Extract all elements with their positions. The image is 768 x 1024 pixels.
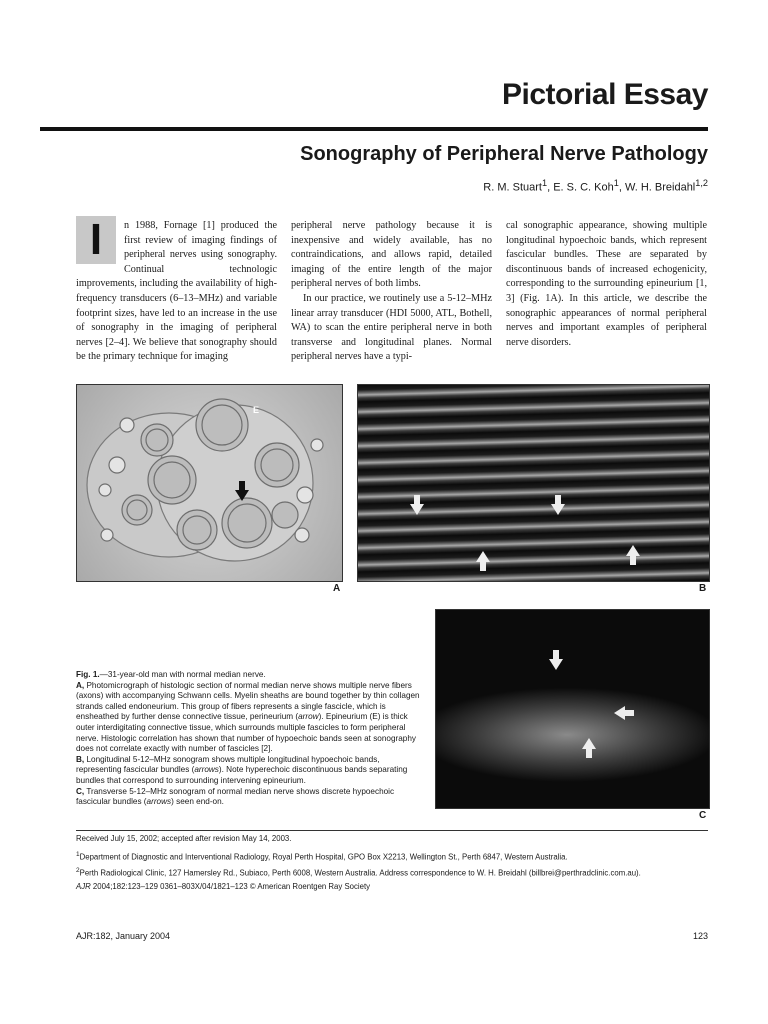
article-title: Sonography of Peripheral Nerve Pathology: [300, 143, 708, 165]
caption-italic: arrow: [298, 712, 319, 722]
received-date: Received July 15, 2002; accepted after revision May 14, 2003.: [76, 834, 292, 843]
arrow-down-icon: [410, 495, 424, 515]
affiliation-1-text: Department of Diagnostic and Interventional Radiology, Royal Perth Hospital, GPO Box X2213, Wellington St., Perth 6847, Western Australia.: [79, 852, 568, 862]
epineurium-marker: E: [253, 405, 260, 415]
figure-b-longitudinal-sonogram: [357, 384, 710, 582]
author-affiliation: 1: [613, 178, 619, 188]
caption-key-c: C,: [76, 786, 85, 796]
caption-text-a2: ). Epineurium (E) is thick outer interdigitating connective tissue, which surrounds multiple fascicles to form peripheral nerve. Histologic correlation has shown that number of hypoechoic bands seen at sonography does not correlate exactly with number of fascicles [2].: [76, 712, 416, 754]
body-column-1: [76, 215, 277, 365]
footnote-marker: 1: [76, 851, 80, 858]
page-number: 123: [692, 931, 708, 941]
author-list: [483, 178, 708, 194]
panel-label-b: B: [699, 583, 707, 594]
caption-text-a: Photomicrograph of histologic section of normal median nerve shows multiple nerve fibers (axons) with accompanying Schwann cells. Myelin sheaths are bound together by thin collagen strands called endoneurium. This group of fibers represents a single fascicle, which is ensheathed by further dense connective tissue, perineurium (: [76, 680, 420, 722]
caption-heading-rest: —31-year-old man with normal median nerve.: [99, 670, 266, 679]
body-column-2: [291, 219, 492, 365]
arrow-down-icon: [549, 650, 563, 670]
arrow-up-icon: [582, 738, 596, 758]
body-column-3: [506, 219, 707, 350]
intro-paragraph: [76, 215, 277, 365]
author-name: W. H. Breidahl: [624, 181, 696, 194]
arrow-down-icon: [551, 495, 565, 515]
caption-text-b: Longitudinal 5-12–MHz sonogram shows multiple longitudinal hypoechoic bands, representing fascicular bundles (: [76, 754, 380, 775]
affiliation-2: [76, 866, 708, 879]
caption-key-a: A,: [76, 680, 85, 690]
caption-heading: Fig. 1.: [76, 670, 100, 679]
caption-text-c2: ) seen end-on.: [171, 797, 224, 807]
author-affiliation: 1: [541, 178, 548, 188]
caption-italic: arrows: [146, 797, 172, 807]
author-affiliation: 1,2: [695, 178, 708, 188]
drop-cap: I: [76, 216, 116, 264]
body-paragraph: cal sonographic appearance, showing multiple longitudinal hypoechoic bands, which represent fascicular bundles. These are separated by discontinuous bands of increased echogenicity, corresponding to the surrounding epineurium [1, 3] (Fig. 1A). In this article, we describe the sonographic appearances of normal peripheral nerves and important examples of peripheral nerve disorders.: [506, 220, 707, 348]
citation-line: [76, 882, 708, 892]
panel-label-c: C: [699, 810, 707, 821]
footnote-marker: 2: [76, 867, 80, 874]
citation-text: 2004;182:123–129 0361–803X/04/1821–123 © American Roentgen Ray Society: [90, 882, 371, 891]
arrow-icon: [235, 481, 249, 501]
arrow-left-icon: [614, 706, 634, 720]
footnote-rule: [76, 830, 708, 831]
caption-key-b: B,: [76, 754, 85, 764]
histology-section-image: [77, 385, 342, 581]
affiliation-2-text: Perth Radiological Clinic, 127 Hamersley Rd., Subiaco, Perth 6008, Western Australia. Address correspondence to W. H. Breidahl (billbrei@perthradclinic.com.au).: [79, 868, 641, 878]
affiliation-1: [76, 850, 708, 863]
caption-text-b2: ). Note hyperechoic discontinuous bands separating bundles that correspond to surrounding intervening epineurium.: [76, 765, 408, 785]
body-paragraph: peripheral nerve pathology because it is inexpensive and widely available, has no contraindications, and allows rapid, detailed imaging of the entire length of the major peripheral nerves of both limbs.: [291, 220, 492, 290]
arrow-up-icon: [476, 551, 490, 571]
arrow-up-icon: [626, 545, 640, 565]
header-rule: [40, 127, 708, 131]
panel-label-a: A: [333, 583, 341, 594]
journal-issue: AJR:182, January 2004: [76, 931, 171, 941]
author-separator: ,: [618, 181, 625, 194]
figure-c-transverse-sonogram: [435, 609, 710, 809]
author-name: R. M. Stuart: [483, 181, 542, 194]
body-paragraph: In our practice, we routinely use a 5-12–MHz linear array transducer (HDI 5000, ATL, Bothell, WA) to scan the entire peripheral nerve in both transverse and longitudinal planes. Normal peripheral nerves have a typi-: [291, 292, 492, 363]
figure-caption: [76, 670, 422, 808]
caption-italic: arrows: [194, 765, 219, 775]
citation-journal: AJR: [76, 882, 91, 891]
section-label: Pictorial Essay: [502, 78, 708, 111]
author-name: E. S. C. Koh: [553, 181, 614, 194]
author-separator: ,: [547, 181, 554, 194]
intro-text: n 1988, Fornage [1] produced the first review of imaging findings of peripheral nerves using sonography. Continual technologic improvements, including the availability of high-frequency transducers (6–13–MHz) and variable footprint sizes, have led to an increase in the use of sonography in the imaging of peripheral nerves [2–4]. We believe that sonography should be the primary technique for imaging: [76, 220, 277, 363]
figure-a-histology: [76, 384, 343, 582]
caption-text-c: Transverse 5-12–MHz sonogram of normal median nerve shows discrete hypoechoic fascicular bundles (: [76, 786, 395, 807]
